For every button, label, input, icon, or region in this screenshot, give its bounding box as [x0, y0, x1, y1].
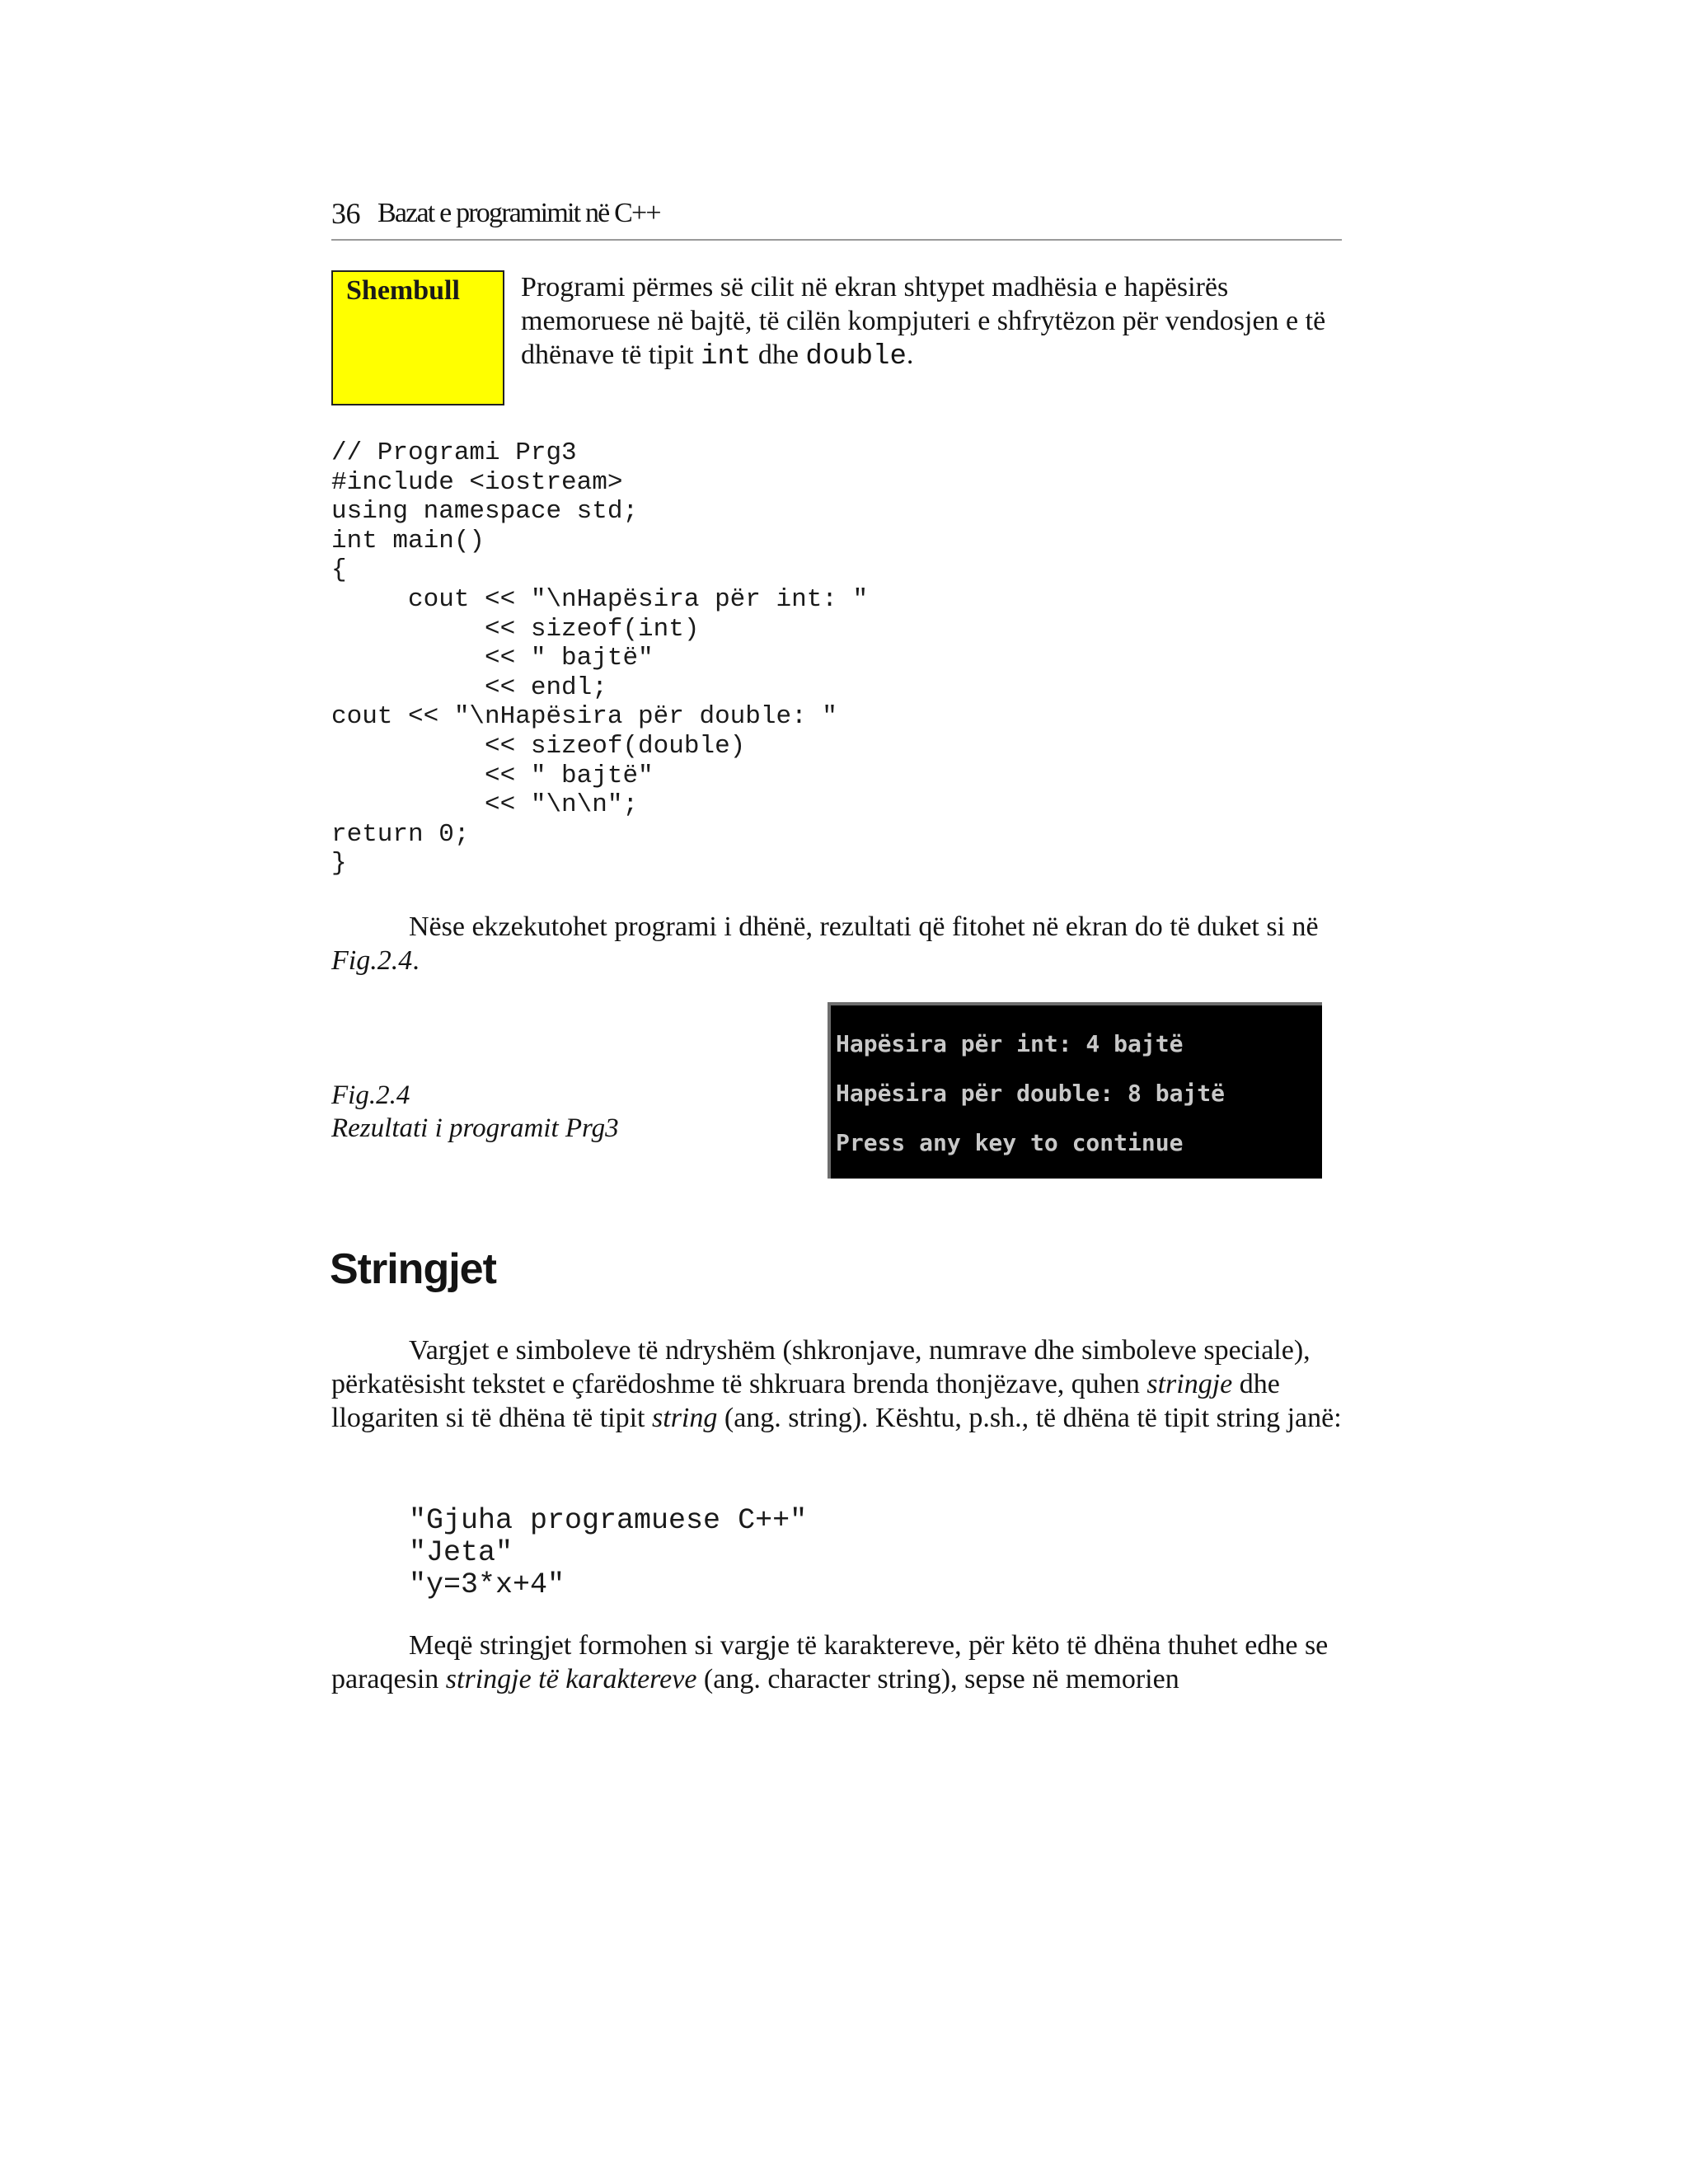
result-end: .	[412, 945, 420, 976]
figure-number: Fig.2.4	[331, 1080, 410, 1110]
code-line: }	[331, 849, 347, 879]
console-line: Press any key to continue	[836, 1129, 1184, 1156]
console-line: Hapësira për double: 8 bajtë	[836, 1080, 1226, 1107]
strings-text-3: (ang. string). Kështu, p.sh., të dhëna të tipit string janë:	[717, 1403, 1342, 1433]
code-listing	[331, 438, 868, 879]
running-title: Bazat e programimit në C++	[377, 198, 660, 228]
string-example: "Jeta"	[409, 1536, 513, 1569]
code-line: << sizeof(double)	[331, 731, 746, 761]
term-character-strings: stringje të karaktereve	[445, 1664, 697, 1694]
strings-text-2: dhe llogariten si të dhëna të tipit	[331, 1369, 1280, 1433]
closing-text-1: Meqë stringjet formohen si vargje të karaktereve, për këto të dhëna thuhet edhe se paraqesin	[331, 1630, 1329, 1694]
strings-paragraph	[331, 1333, 1353, 1435]
strings-text-1: Vargjet e simboleve të ndryshëm (shkronjave, numrave dhe simboleve speciale), përkatësisht tekstet e çfarëdoshme të shkruara brenda thonjëzave, quhen	[331, 1335, 1311, 1399]
code-line: // Programi Prg3	[331, 438, 577, 467]
string-examples	[409, 1505, 807, 1601]
example-desc-and: dhe	[751, 340, 806, 370]
code-line: << endl;	[331, 673, 607, 702]
console-output-window	[828, 1002, 1322, 1179]
example-desc-end: .	[906, 340, 914, 370]
term-stringje: stringje	[1146, 1369, 1233, 1399]
example-description	[521, 270, 1353, 374]
code-line: cout << "\nHapësira për int: "	[331, 584, 869, 614]
example-desc-text: Programi përmes së cilit në ekran shtypet madhësia e hapësirës memoruese në bajtë, të cilën kompjuteri e shfrytëzon për vendosjen e të dhënave të tipit	[521, 272, 1326, 370]
figure-reference: Fig.2.4	[331, 945, 413, 976]
code-line: << " bajtë"	[331, 761, 654, 790]
console-line: Hapësira për int: 4 bajtë	[836, 1030, 1184, 1057]
code-line: << " bajtë"	[331, 644, 654, 673]
example-label: Shembull	[346, 275, 460, 306]
keyword-int: int	[701, 341, 752, 373]
code-line: using namespace std;	[331, 497, 639, 527]
code-line: {	[331, 555, 347, 585]
code-line: << sizeof(int)	[331, 614, 700, 644]
result-text: Nëse ekzekutohet programi i dhënë, rezultati që fitohet në ekran do të duket si në	[409, 912, 1319, 942]
figure-caption	[331, 1079, 619, 1145]
keyword-double: double	[805, 341, 907, 373]
closing-text-2: (ang. character string), sepse në memorien	[696, 1664, 1179, 1694]
code-line: << "\n\n";	[331, 790, 639, 820]
example-label-box	[331, 270, 504, 405]
code-line: cout << "\nHapësira për double: "	[331, 702, 837, 732]
string-example: "y=3*x+4"	[409, 1568, 565, 1601]
result-paragraph	[331, 910, 1353, 977]
string-example: "Gjuha programuese C++"	[409, 1504, 808, 1537]
code-line: return 0;	[331, 819, 470, 849]
section-heading: Stringjet	[330, 1245, 496, 1293]
term-string: string	[652, 1403, 718, 1433]
closing-paragraph	[331, 1629, 1353, 1696]
page-header	[331, 196, 1342, 241]
code-line: int main()	[331, 526, 485, 555]
page-number: 36	[331, 197, 360, 230]
code-line: #include <iostream>	[331, 467, 623, 497]
figure-title: Rezultati i programit Prg3	[331, 1113, 619, 1143]
